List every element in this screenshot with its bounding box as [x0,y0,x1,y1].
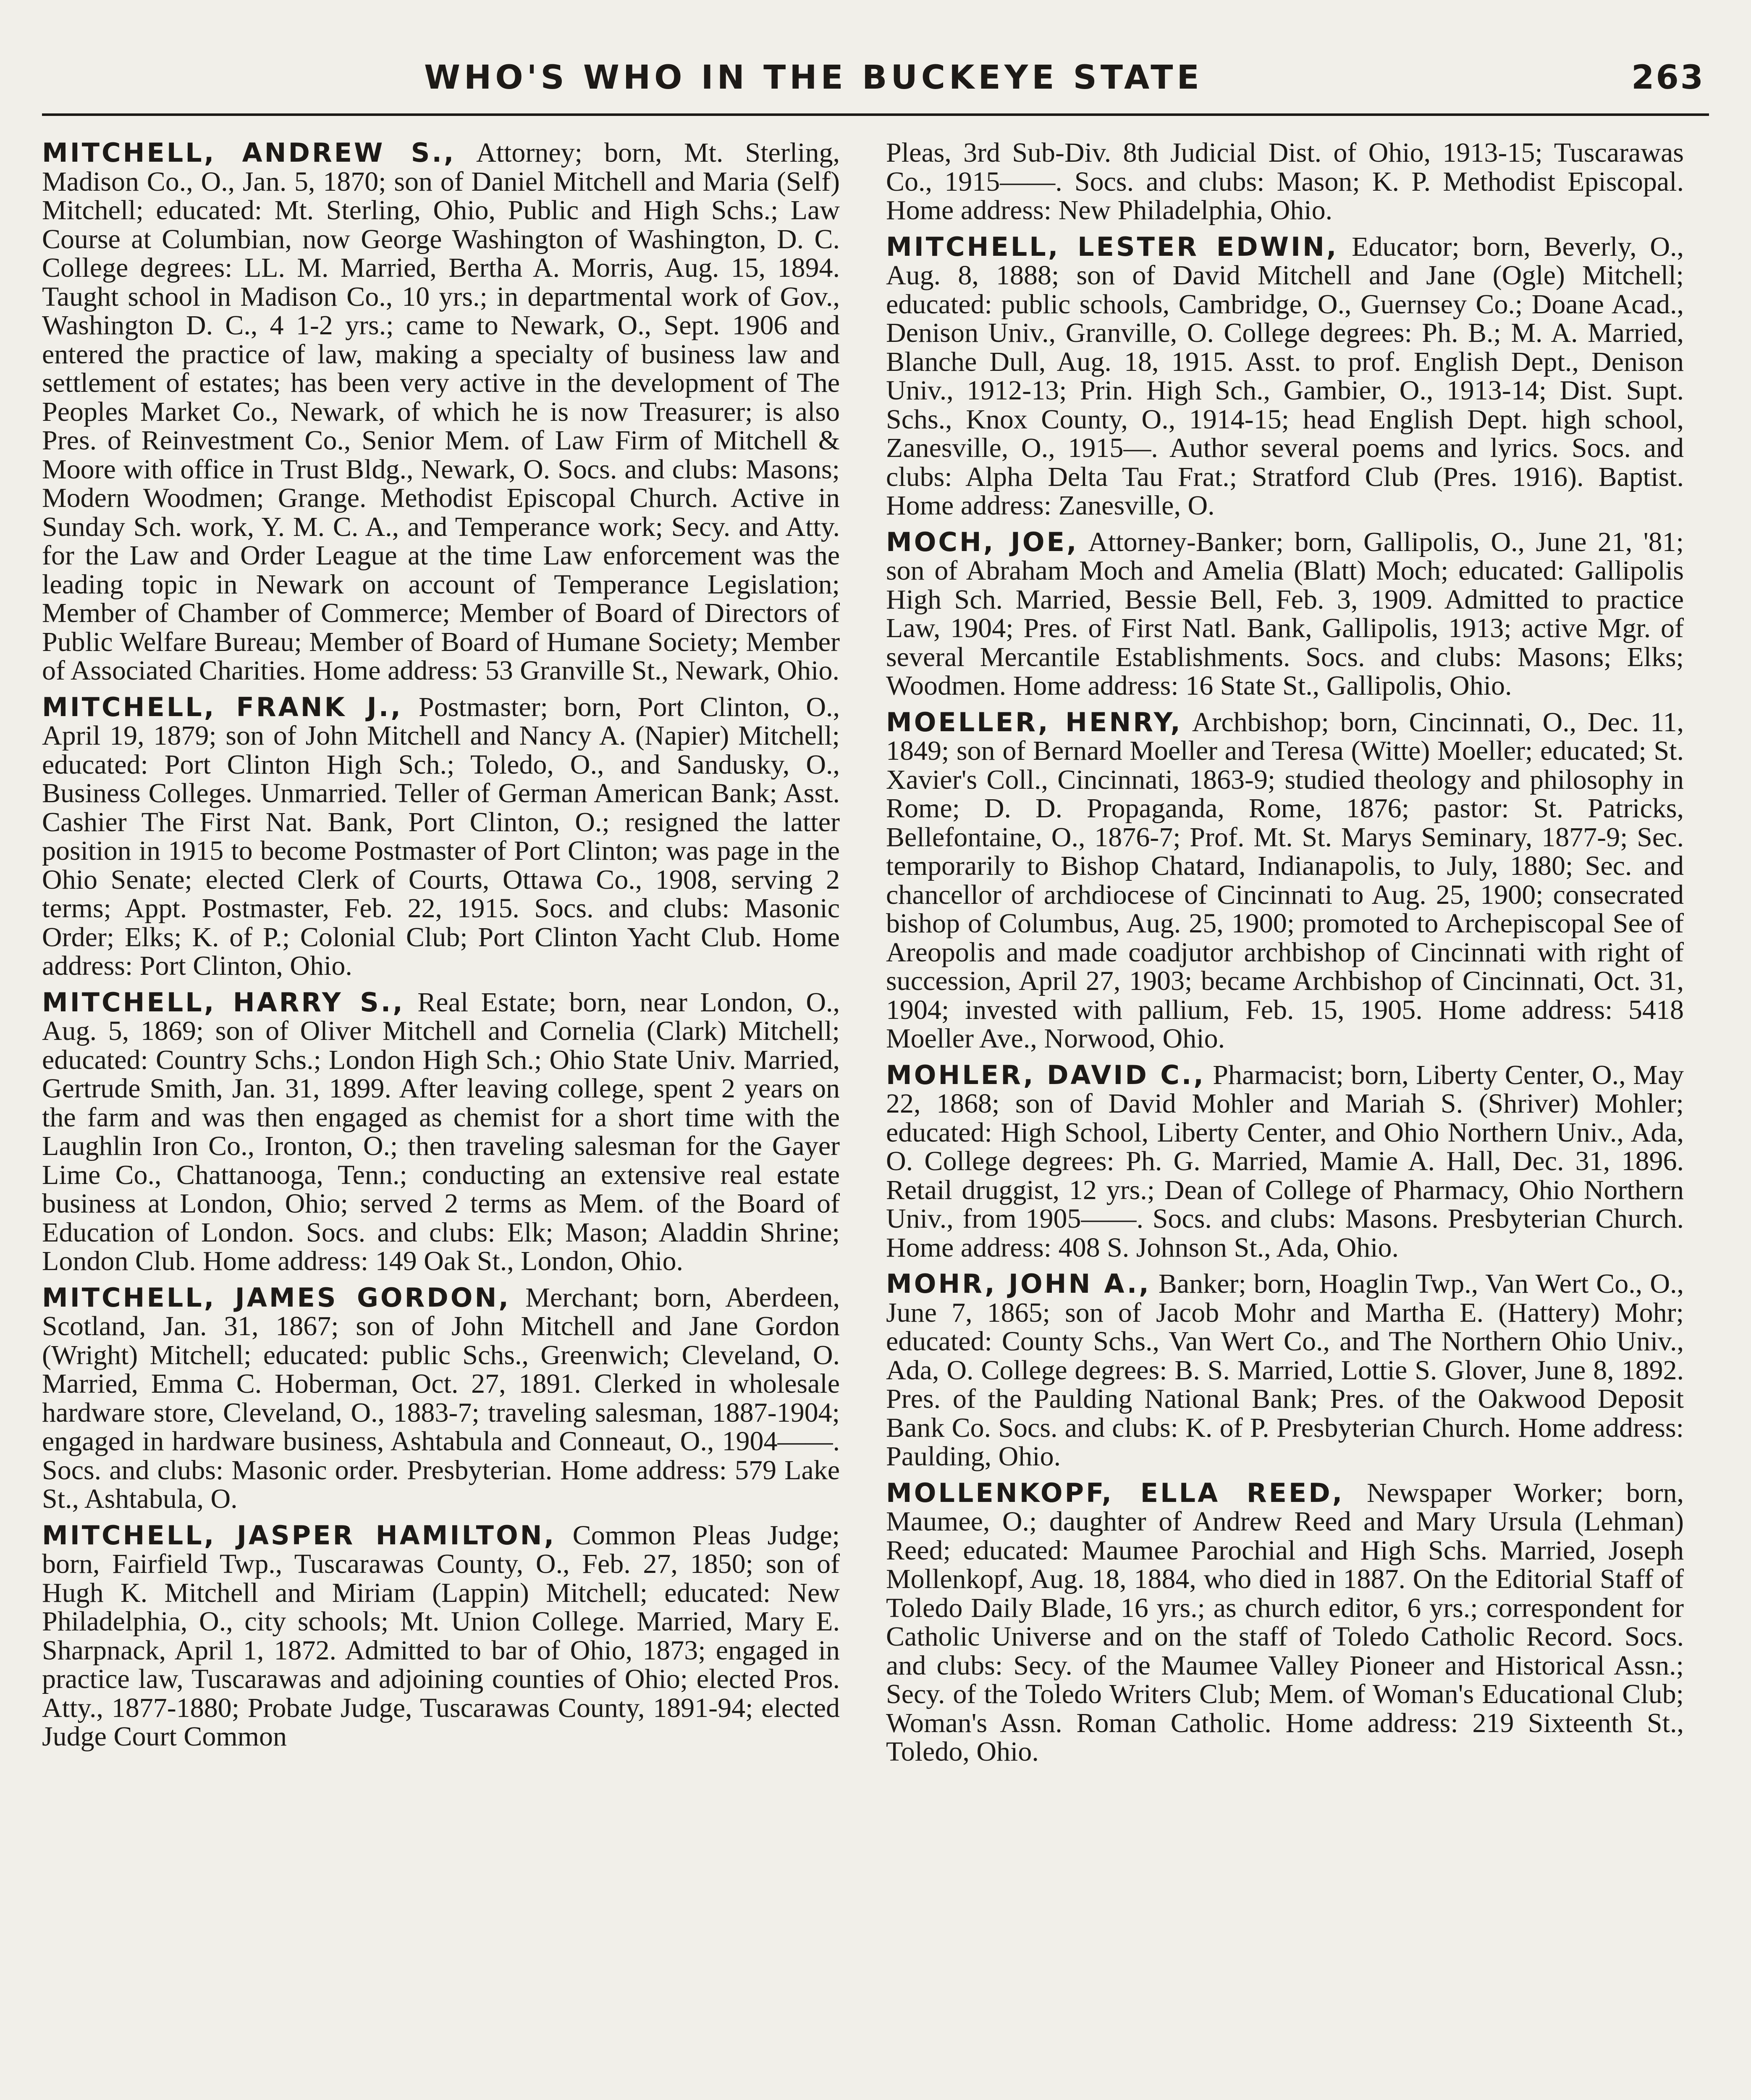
entry-name: MITCHELL, JASPER HAMILTON, [42,1520,556,1551]
running-title: WHO'S WHO IN THE BUCKEYE STATE [424,59,1203,97]
entry-name: MITCHELL, LESTER EDWIN, [886,231,1339,262]
entry-name: MITCHELL, ANDREW S., [42,137,456,168]
entry-name: MITCHELL, JAMES GORDON, [42,1282,511,1313]
entry-continuation: Pleas, 3rd Sub-Div. 8th Judicial Dist. of Ohio, 1913-15; Tuscarawas Co., 1915——. Socs. and clubs: Mason; K. P. Methodist Episcopal. Home address: New Philadelphia, Ohio. [886,137,1684,226]
entry-name: MITCHELL, HARRY S., [42,987,405,1018]
biography-entry [886,528,1684,701]
biography-entry [42,1521,840,1751]
biography-entry [42,988,840,1276]
entry-text: Attorney-Banker; born, Gallipolis, O., June 21, '81; son of Abraham Moch and Amelia (Blatt) Moch; educated: Gallipolis High Sch. Married, Bessie Bell, Feb. 3, 1909. Admitted to practice Law, 1904; Pres. of First Natl. Bank, Gallipolis, 1913; active Mgr. of several Mercantile Establishments. Socs. and clubs: Masons; Elks; Woodmen. Home address: 16 State St., Gallipolis, Ohio. [886,526,1684,701]
left-column [42,139,840,1759]
entry-name: MITCHELL, FRANK J., [42,691,403,722]
biography-entry [42,139,840,685]
entry-name: MOHR, JOHN A., [886,1268,1151,1299]
biography-entry [886,1270,1684,1471]
header-rule [42,113,1709,116]
page-number: 263 [1631,59,1705,97]
entry-name: MOCH, JOE, [886,526,1079,557]
biography-entry [42,1284,840,1514]
entry-text: Archbishop; born, Cincinnati, O., Dec. 11, 1849; son of Bernard Moeller and Teresa (Witte) Moeller; educated; St. Xavier's Coll., Cincinnati, 1863-9; studied theology and philosophy in Rome; D. D. Propaganda, Rome, 1876; pastor: St. Patricks, Bellefontaine, O., 1876-7; Prof. Mt. St. Marys Seminary, 1877-9; Sec. temporarily to Bishop Chatard, Indianapolis, to July, 1880; Sec. and chancellor of archdiocese of Cincinnati to Aug. 25, 1900; consecrated bishop of Columbus, Aug. 25, 1900; promoted to Archepiscopal See of Areopolis and made coadjutor archbishop of Cincinnati with right of succession, April 27, 1903; became Archbishop of Cincinnati, Oct. 31, 1904; invested with pallium, Feb. 15, 1905. Home address: 5418 Moeller Ave., Norwood, Ohio. [886,706,1684,1054]
page-header [424,51,1705,106]
entry-name: MOELLER, HENRY, [886,706,1182,738]
right-column [886,139,1684,1774]
entry-text: Merchant; born, Aberdeen, Scotland, Jan. 31, 1867; son of John Mitchell and Jane Gordon (Wright) Mitchell; educated: public Schs., Greenwich; Cleveland, O. Married, Emma C. Hoberman, Oct. 27, 1891. Clerked in wholesale hardware store, Cleveland, O., 1883-7; traveling salesman, 1887-1904; engaged in hardware business, Ashtabula and Conneaut, O., 1904——. Socs. and clubs: Masonic order. Presbyterian. Home address: 579 Lake St., Ashtabula, O. [42,1282,840,1514]
entry-text: Attorney; born, Mt. Sterling, Madison Co., O., Jan. 5, 1870; son of Daniel Mitchell and Maria (Self) Mitchell; educated: Mt. Sterling, Ohio, Public and High Schs.; Law Course at Columbian, now George Washington of Washington, D. C. College degrees: LL. M. Married, Bertha A. Morris, Aug. 15, 1894. Taught school in Madison Co., 10 yrs.; in departmental work of Gov., Washington D. C., 4 1-2 yrs.; came to Newark, O., Sept. 1906 and entered the practice of law, making a specialty of business law and settlement of estates; has been very active in the development of The Peoples Market Co., Newark, of which he is now Treasurer; is also Pres. of Reinvestment Co., Senior Mem. of Law Firm of Mitchell & Moore with office in Trust Bldg., Newark, O. Socs. and clubs: Masons; Modern Woodmen; Grange. Methodist Episcopal Church. Active in Sunday Sch. work, Y. M. C. A., and Temperance work; Secy. and Atty. for the Law and Order League at the time Law enforcement was the leading topic in Newark on account of Temperance Legislation; Member of Chamber of Commerce; Member of Board of Directors of Public Welfare Bureau; Member of Board of Humane Society; Member of Associated Charities. Home address: 53 Granville St., Newark, Ohio. [42,137,840,686]
biography-entry [886,708,1684,1053]
entry-text: Educator; born, Beverly, O., Aug. 8, 1888; son of David Mitchell and Jane (Ogle) Mitchell; educated: public schools, Cambridge, O., Guernsey Co.; Doane Acad., Denison Univ., Granville, O. College degrees: Ph. B.; M. A. Married, Blanche Dull, Aug. 18, 1915. Asst. to prof. English Dept., Denison Univ., 1912-13; Prin. High Sch., Gambier, O., 1913-14; Dist. Supt. Schs., Knox County, O., 1914-15; head English Dept. high school, Zanesville, O., 1915—. Author several poems and lyrics. Socs. and clubs: Alpha Delta Tau Frat.; Stratford Club (Pres. 1916). Baptist. Home address: Zanesville, O. [886,231,1684,521]
entry-name: MOLLENKOPF, ELLA REED, [886,1477,1345,1508]
entry-name: MOHLER, DAVID C., [886,1059,1206,1090]
entry-text: Pharmacist; born, Liberty Center, O., May 22, 1868; son of David Mohler and Mariah S. (Shriver) Mohler; educated: High School, Liberty Center, and Ohio Northern Univ., Ada, O. College degrees: Ph. G. Married, Mamie A. Hall, Dec. 31, 1896. Retail druggist, 12 yrs.; Dean of College of Pharmacy, Ohio Northern Univ., from 1905——. Socs. and clubs: Masons. Presbyterian Church. Home address: 408 S. Johnson St., Ada, Ohio. [886,1059,1684,1263]
biography-entry [886,1061,1684,1263]
entry-text: Real Estate; born, near London, O., Aug. 5, 1869; son of Oliver Mitchell and Cornelia (Clark) Mitchell; educated: Country Schs.; London High Sch.; Ohio State Univ. Married, Gertrude Smith, Jan. 31, 1899. After leaving college, spent 2 years on the farm and was then engaged as chemist for a short time with the Laughlin Iron Co., Ironton, O.; then traveling salesman for the Gayer Lime Co., Chattanooga, Tenn.; conducting an extensive real estate business at London, Ohio; served 2 terms as Mem. of the Board of Education of London. Socs. and clubs: Elk; Mason; Aladdin Shrine; London Club. Home address: 149 Oak St., London, Ohio. [42,987,840,1276]
entry-text: Newspaper Worker; born, Maumee, O.; daughter of Andrew Reed and Mary Ursula (Lehman) Reed; educated: Maumee Parochial and High Schs. Married, Joseph Mollenkopf, Aug. 18, 1884, who died in 1887. On the Editorial Staff of Toledo Daily Blade, 16 yrs.; as church editor, 6 yrs.; correspondent for Catholic Universe and on the staff of Toledo Catholic Record. Socs. and clubs: Secy. of the Maumee Valley Pioneer and Historical Assn.; Secy. of the Toledo Writers Club; Mem. of Woman's Educational Club; Woman's Assn. Roman Catholic. Home address: 219 Sixteenth St., Toledo, Ohio. [886,1477,1684,1767]
entry-text: Banker; born, Hoaglin Twp., Van Wert Co., O., June 7, 1865; son of Jacob Mohr and Martha E. (Hattery) Mohr; educated: County Schs., Van Wert Co., and The Northern Ohio Univ., Ada, O. College degrees: B. S. Married, Lottie S. Glover, June 8, 1892. Pres. of the Paulding National Bank; Pres. of the Oakwood Deposit Bank Co. Socs. and clubs: K. of P. Presbyterian Church. Home address: Paulding, Ohio. [886,1268,1684,1472]
biography-entry [886,1479,1684,1767]
biography-entry [886,233,1684,520]
entry-text: Common Pleas Judge; born, Fairfield Twp., Tuscarawas County, O., Feb. 27, 1850; son of Hugh K. Mitchell and Miriam (Lappin) Mitchell; educated: New Philadelphia, O., city schools; Mt. Union College. Married, Mary E. Sharpnack, April 1, 1872. Admitted to bar of Ohio, 1873; engaged in practice law, Tuscarawas and adjoining counties of Ohio; elected Pros. Atty., 1877-1880; Probate Judge, Tuscarawas County, 1891-94; elected Judge Court Common [42,1520,840,1752]
entry-text: Postmaster; born, Port Clinton, O., April 19, 1879; son of John Mitchell and Nancy A. (Napier) Mitchell; educated: Port Clinton High Sch.; Toledo, O., and Sandusky, O., Business Colleges. Unmarried. Teller of German American Bank; Asst. Cashier The First Nat. Bank, Port Clinton, O.; resigned the latter position in 1915 to become Postmaster of Port Clinton; was page in the Ohio Senate; elected Clerk of Courts, Ottawa Co., 1908, serving 2 terms; Appt. Postmaster, Feb. 22, 1915. Socs. and clubs: Masonic Order; Elks; K. of P.; Colonial Club; Port Clinton Yacht Club. Home address: Port Clinton, Ohio. [42,691,840,981]
biography-entry [42,693,840,981]
